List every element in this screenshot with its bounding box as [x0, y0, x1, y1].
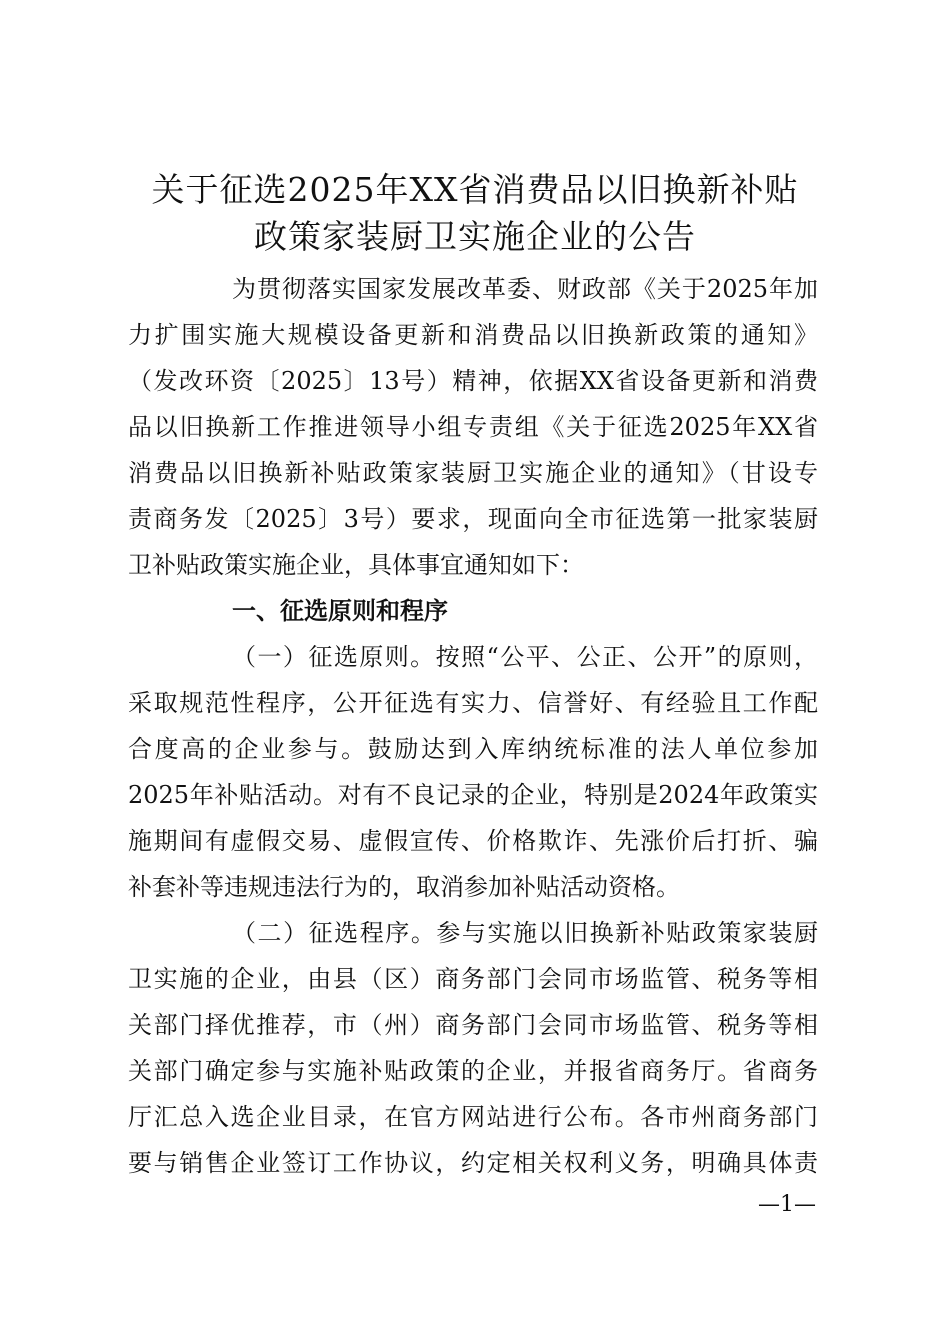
page-number: —1— [758, 1192, 816, 1217]
text-line: 补套补等违规违法行为的，取消参加补贴活动资格。 [128, 873, 680, 901]
text-line: 要与销售企业签订工作协议，约定相关权利义务，明确具体责 [128, 1149, 818, 1177]
document-title [130, 166, 820, 260]
text-line: 责商务发〔2025〕3号）要求，现面向全市征选第一批家装厨 [128, 505, 818, 533]
text-line: 品以旧换新工作推进领导小组专责组《关于征选2025年XX省 [128, 413, 818, 441]
text-line: 施期间有虚假交易、虚假宣传、价格欺诈、先涨价后打折、骗 [128, 827, 818, 855]
text-line: （一）征选原则。按照“公平、公正、公开”的原则， [232, 643, 818, 671]
title-line: 关于征选2025年XX省消费品以旧换新补贴 [151, 170, 799, 209]
paragraph [128, 266, 818, 588]
title-line: 政策家装厨卫实施企业的公告 [254, 217, 696, 256]
text-line: 消费品以旧换新补贴政策家装厨卫实施企业的通知》（甘设专 [128, 459, 818, 487]
text-line: 厅汇总入选企业目录，在官方网站进行公布。各市州商务部门 [128, 1103, 818, 1131]
text-line: （发改环资〔2025〕13号）精神，依据XX省设备更新和消费 [128, 367, 818, 395]
text-line: 关部门择优推荐，市（州）商务部门会同市场监管、税务等相 [128, 1011, 818, 1039]
text-line: 关部门确定参与实施补贴政策的企业，并报省商务厅。省商务 [128, 1057, 818, 1085]
text-line: 为贯彻落实国家发展改革委、财政部《关于2025年加 [232, 275, 818, 303]
text-line: 卫补贴政策实施企业，具体事宜通知如下： [128, 551, 584, 579]
section-heading [128, 588, 818, 634]
paragraph [128, 634, 818, 910]
text-line: 力扩围实施大规模设备更新和消费品以旧换新政策的通知》 [128, 321, 818, 349]
text-line: 卫实施的企业，由县（区）商务部门会同市场监管、税务等相 [128, 965, 818, 993]
text-line: 2025年补贴活动。对有不良记录的企业，特别是2024年政策实 [128, 781, 818, 809]
text-line: 合度高的企业参与。鼓励达到入库纳统标准的法人单位参加 [128, 735, 818, 763]
paragraph [128, 910, 818, 1186]
text-line: 采取规范性程序，公开征选有实力、信誉好、有经验且工作配 [128, 689, 818, 717]
document-body [128, 266, 818, 1186]
heading-line: 一、征选原则和程序 [232, 596, 448, 625]
text-line: （二）征选程序。参与实施以旧换新补贴政策家装厨 [232, 919, 818, 947]
